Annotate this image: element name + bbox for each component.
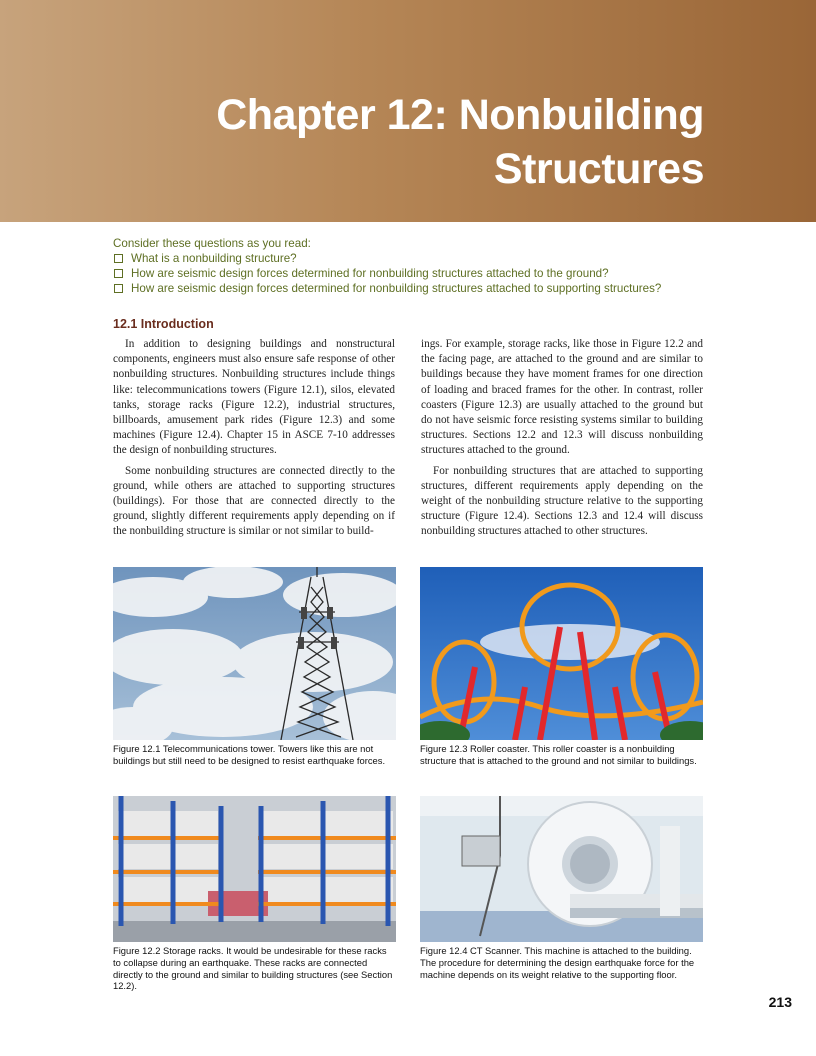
checkbox-square-icon [114, 254, 123, 263]
question-text: What is a nonbuilding structure? [131, 252, 297, 265]
paragraph: For nonbuilding structures that are attached to supporting structures, different requirements apply depending on the weight of the nonbuilding structure relative to the supporting structure (Figure 12.4). Sections 12.3 and 12.4 will discuss nonbuilding structures attached to other structures. [421, 464, 703, 538]
checkbox-square-icon [114, 269, 123, 278]
chapter-title-line1: Chapter 12: Nonbuilding [216, 91, 704, 139]
chapter-title-line2: Structures [493, 145, 704, 193]
figure-caption: Figure 12.1 Telecommunications tower. Towers like this are not buildings but still need to be designed to resist earthquake forces. [113, 743, 386, 766]
paragraph: Some nonbuilding structures are connected directly to the ground, while others are attached to supporting structures (buildings). For those that are connected directly to the ground, slightly different requirements apply depending on if the nonbuilding structure is similar or not similar to build- [113, 464, 395, 538]
questions-intro: Consider these questions as you read: [113, 237, 311, 250]
question-item [113, 251, 713, 266]
storage-racks-image [113, 796, 396, 942]
figure-caption: Figure 12.4 CT Scanner. This machine is attached to the building. The procedure for determining the design earthquake force for the machine depends on its weight relative to the supporting floor. [420, 945, 695, 980]
tower-photo [113, 567, 396, 740]
reading-questions [113, 236, 713, 296]
section-heading: 12.1 Introduction [113, 317, 214, 331]
paragraph: In addition to designing buildings and nonstructural components, engineers must also ensure safe response of other nonbuilding structures. Nonbuilding structures include things like: telecommunications towers (Figure 12.1), silos, elevated tanks, storage racks (Figure 12.2), industrial structures, billboards, amusement park rides (Figure 12.3) and some machines (Figure 12.4). Chapter 15 in ASCE 7-10 addresses the design of nonbuilding structures. [113, 338, 395, 457]
ct-scanner-photo [420, 796, 703, 942]
ct-scanner-image [420, 796, 703, 942]
question-item [113, 281, 713, 296]
roller-coaster-image [420, 567, 703, 740]
storage-racks-photo [113, 796, 396, 942]
roller-coaster-photo [420, 567, 703, 740]
paragraph: ings. For example, storage racks, like those in Figure 12.2 and the facing page, are attached to the ground and are similar to buildings because they have moment frames for one direction of loading and braced frames for the other. In contrast, roller coasters (Figure 12.3) are usually attached to the ground but do not have seismic force resisting systems similar to building structures. Sections 12.2 and 12.3 will discuss nonbuilding structures attached to the ground. [421, 338, 703, 457]
chapter-banner [0, 0, 816, 222]
question-text: How are seismic design forces determined for nonbuilding structures attached to supporting structures? [131, 282, 662, 295]
checkbox-square-icon [114, 284, 123, 293]
figure-caption: Figure 12.3 Roller coaster. This roller coaster is a nonbuilding structure that is attached to the ground and not similar to buildings. [420, 743, 697, 766]
telecom-tower-image [113, 567, 396, 740]
body-column-left [113, 337, 395, 545]
body-column-right [421, 337, 703, 545]
figure-caption: Figure 12.2 Storage racks. It would be undesirable for these racks to collapse during an earthquake. These racks are connected directly to the ground and similar to building structures (see Section 12.2). [113, 945, 393, 992]
question-text: How are seismic design forces determined for nonbuilding structures attached to the ground? [131, 267, 609, 280]
chapter-title [216, 88, 704, 196]
question-item [113, 266, 713, 281]
page-number: 213 [768, 994, 792, 1010]
